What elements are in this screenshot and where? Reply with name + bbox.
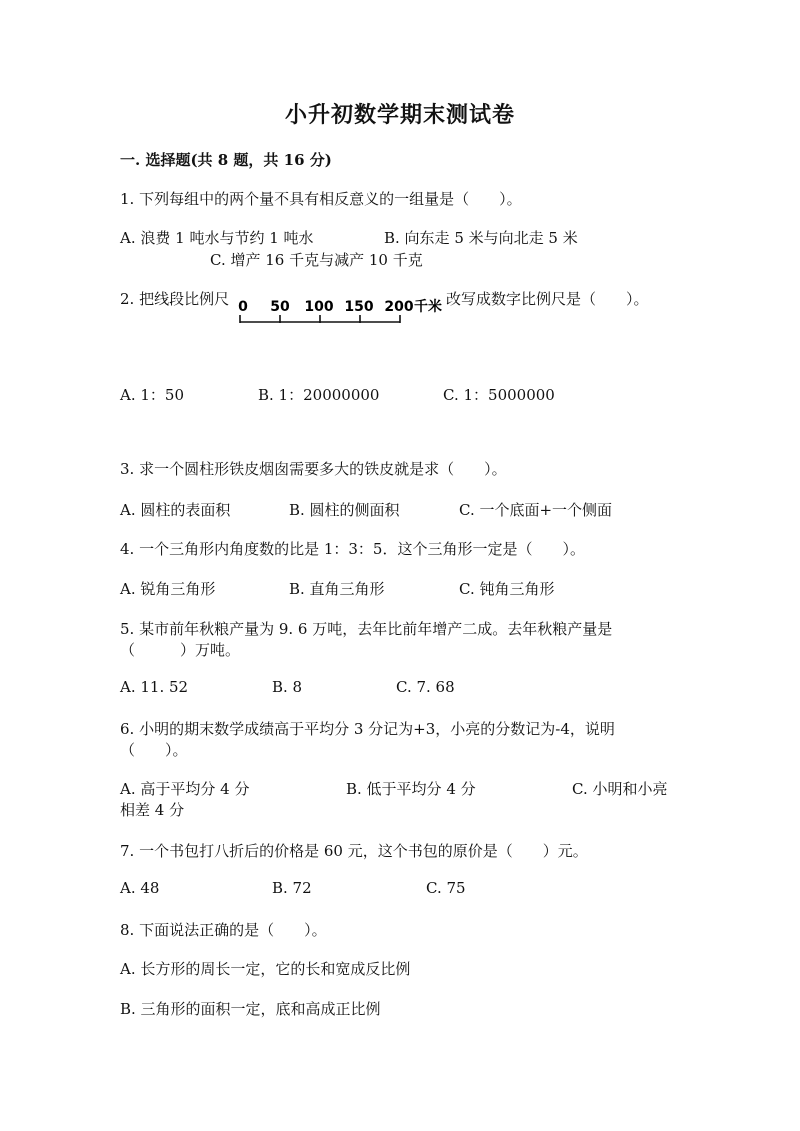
question-2-option-a: A. 1：50 bbox=[120, 386, 184, 404]
question-6-stem-line-2: （ ）。 bbox=[120, 741, 188, 759]
question-8-stem: 8. 下面说法正确的是（ ）。 bbox=[120, 921, 327, 939]
scale-unit-label: 千米 bbox=[414, 299, 442, 315]
question-7-option-b: B. 72 bbox=[272, 879, 312, 897]
question-6-option-b: B. 低于平均分 4 分 bbox=[346, 780, 476, 798]
question-3-option-c: C. 一个底面+一个侧面 bbox=[459, 501, 613, 519]
question-7-stem: 7. 一个书包打八折后的价格是 60 元，这个书包的原价是（ ）元。 bbox=[120, 842, 588, 860]
question-4-option-a: A. 锐角三角形 bbox=[120, 580, 216, 598]
question-3-option-b: B. 圆柱的侧面积 bbox=[289, 501, 400, 519]
scale-tick-label: 100 bbox=[304, 299, 334, 315]
question-7-option-c: C. 75 bbox=[426, 879, 466, 897]
line-scale-ruler bbox=[236, 292, 446, 332]
question-2-option-b: B. 1：20000000 bbox=[258, 386, 380, 404]
scale-tick-label: 150 bbox=[344, 299, 374, 315]
question-7-option-a: A. 48 bbox=[120, 879, 160, 897]
question-1-option-a: A. 浪费 1 吨水与节约 1 吨水 bbox=[120, 229, 314, 247]
question-3-stem: 3. 求一个圆柱形铁皮烟囱需要多大的铁皮就是求（ ）。 bbox=[120, 460, 507, 478]
question-6-stem-line-1: 6. 小明的期末数学成绩高于平均分 3 分记为+3，小亮的分数记为-4，说明 bbox=[120, 720, 615, 738]
question-1-option-c: C. 增产 16 千克与减产 10 千克 bbox=[210, 251, 423, 269]
question-8-option-a: A. 长方形的周长一定，它的长和宽成反比例 bbox=[120, 960, 411, 978]
scale-tick-label: 50 bbox=[270, 299, 290, 315]
question-5-stem-line-2: （ ）万吨。 bbox=[120, 641, 241, 659]
question-5-option-b: B. 8 bbox=[272, 678, 303, 696]
question-4-stem: 4. 一个三角形内角度数的比是 1：3：5．这个三角形一定是（ ）。 bbox=[120, 540, 585, 558]
question-2-option-c: C. 1：5000000 bbox=[443, 386, 555, 404]
question-4-option-c: C. 钝角三角形 bbox=[459, 580, 555, 598]
question-6-option-c-continued: 相差 4 分 bbox=[120, 801, 185, 819]
question-5-option-c: C. 7. 68 bbox=[396, 678, 455, 696]
scale-tick-label: 200 bbox=[384, 299, 414, 315]
question-8-option-b: B. 三角形的面积一定，底和高成正比例 bbox=[120, 1000, 381, 1018]
section-heading: 一. 选择题(共 8 题，共 16 分) bbox=[120, 151, 332, 169]
question-2-stem-before: 2. 把线段比例尺 bbox=[120, 290, 230, 308]
scale-tick-label: 0 bbox=[238, 299, 248, 315]
question-6-option-c: C. 小明和小亮 bbox=[572, 780, 668, 798]
question-1-stem: 1. 下列每组中的两个量不具有相反意义的一组量是（ ）。 bbox=[120, 190, 522, 208]
question-5-option-a: A. 11. 52 bbox=[120, 678, 189, 696]
question-5-stem-line-1: 5. 某市前年秋粮产量为 9. 6 万吨，去年比前年增产二成。去年秋粮产量是 bbox=[120, 620, 613, 638]
question-2-stem-after: 改写成数字比例尺是（ ）。 bbox=[446, 290, 649, 308]
question-6-option-a: A. 高于平均分 4 分 bbox=[120, 780, 250, 798]
question-4-option-b: B. 直角三角形 bbox=[289, 580, 385, 598]
question-3-option-a: A. 圆柱的表面积 bbox=[120, 501, 231, 519]
page-title: 小升初数学期末测试卷 bbox=[284, 102, 515, 128]
line-scale-svg bbox=[236, 292, 446, 332]
question-1-option-b: B. 向东走 5 米与向北走 5 米 bbox=[384, 229, 578, 247]
